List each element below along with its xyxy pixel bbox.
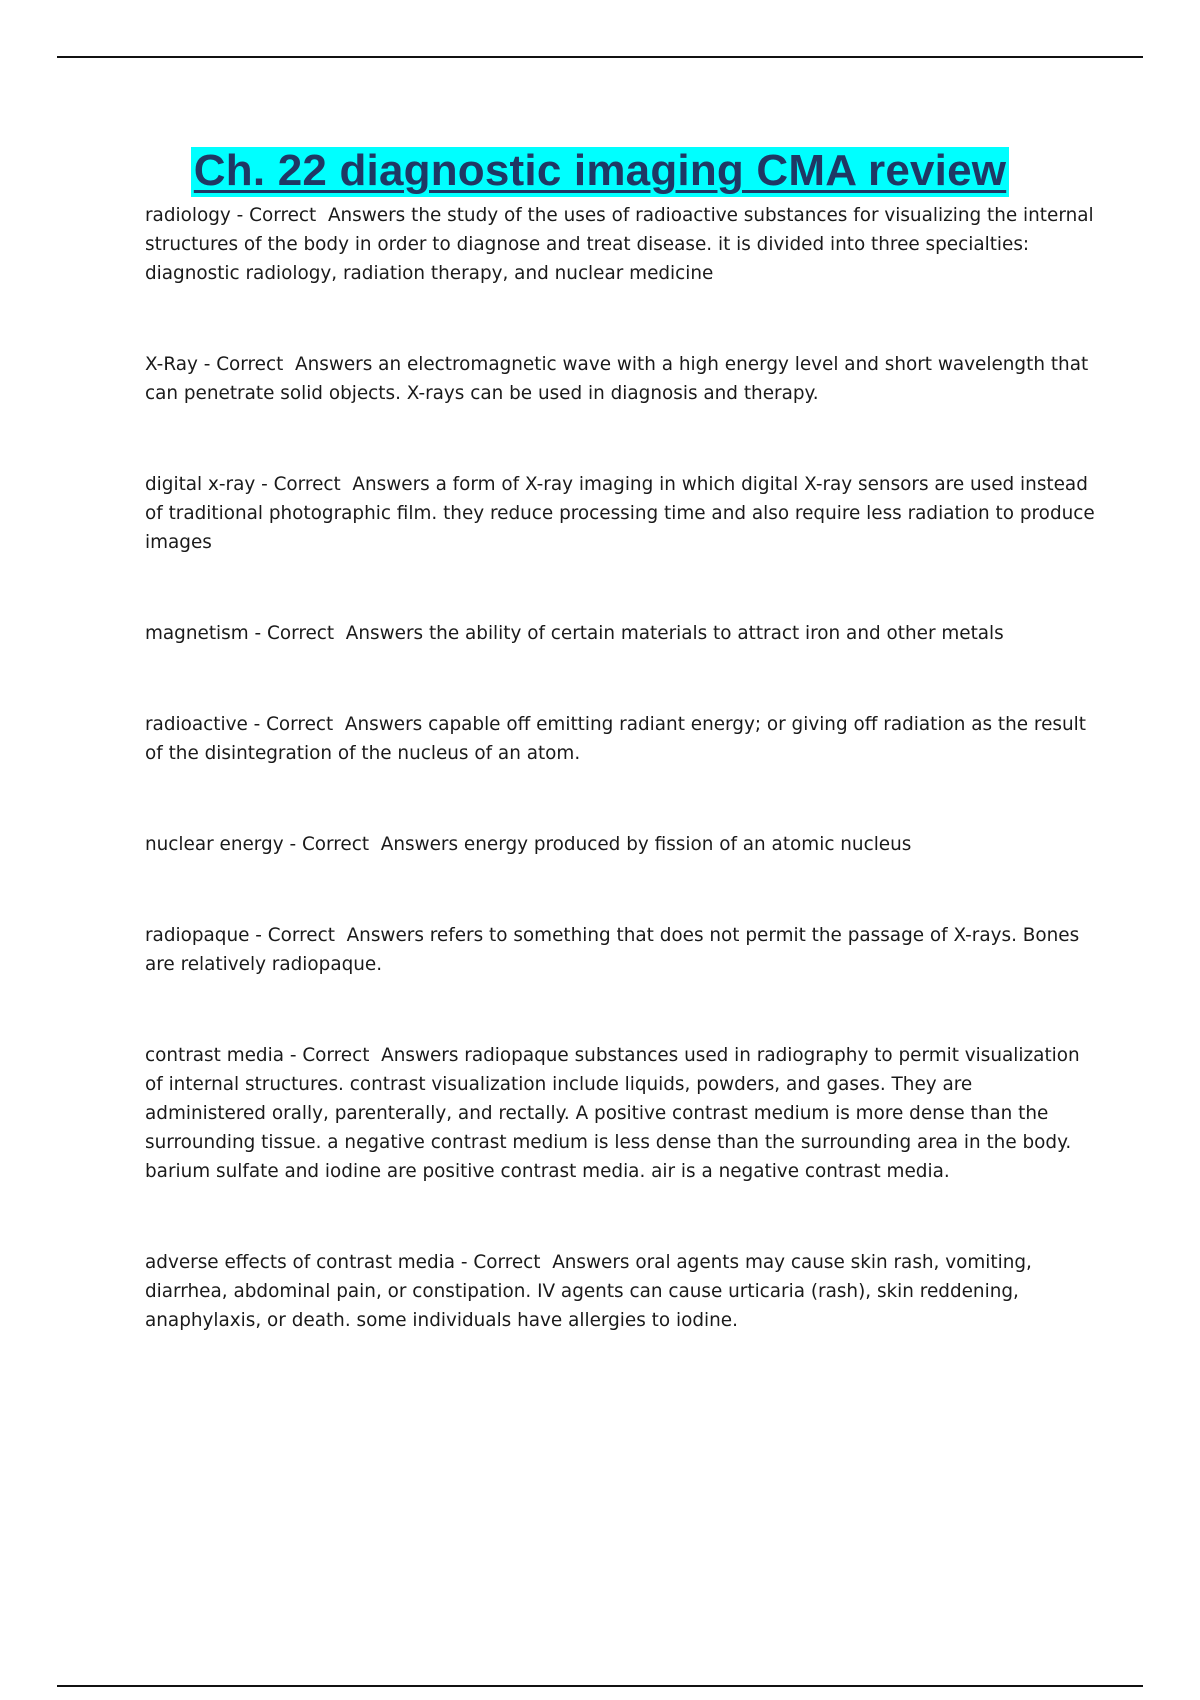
entry-definition: the ability of certain materials to attract iron and other metals [428,623,1004,644]
entry-separator: - [248,623,267,644]
entry-definition: energy produced by fission of an atomic nucleus [463,834,912,855]
qa-entry [145,619,1095,648]
entry-definition: the study of the uses of radioactive substances for visualizing the internal structures of the body in order to diagnose and treat disease. it is divided into three specialties: diagnostic radiology, radiation therapy, and nuclear medicine [145,205,1094,284]
qa-entry [145,1041,1095,1186]
page-title: Ch. 22 diagnostic imaging CMA review [191,147,1009,197]
entry-definition: oral agents may cause skin rash, vomiting, diarrhea, abdominal pain, or constipation. IV agents can cause urticaria (rash), skin reddening, anaphylaxis, or death. some individuals have allergies to iodine. [145,1252,1032,1331]
entry-separator: - [230,205,250,226]
entry-term: digital x-ray [145,474,256,495]
qa-entry [145,921,1095,979]
entry-verdict: Correct Answers [266,714,429,735]
entry-term: radioactive [145,714,248,735]
entry-verdict: Correct Answers [267,925,430,946]
entry-definition: an electromagnetic wave with a high energy level and short wavelength that can penetrate solid objects. X-rays can be used in diagnosis and therapy. [145,354,1089,404]
entry-separator: - [283,1045,303,1066]
entry-term: magnetism [145,623,249,644]
entry-term: X-Ray [145,354,198,375]
entry-verdict: Correct Answers [301,834,464,855]
entry-separator: - [247,714,267,735]
qa-entry [145,201,1095,288]
entry-term: contrast media [145,1045,284,1066]
entry-verdict: Correct Answers [302,1045,465,1066]
qa-entry [145,470,1095,557]
entry-verdict: Correct Answers [473,1252,636,1273]
entry-definition: a form of X-ray imaging in which digital X-ray sensors are used instead of traditional photographic film. they reduce processing time and also require less radiation to produce images [145,474,1095,553]
entry-separator: - [249,925,268,946]
entry-verdict: Correct Answers [266,623,429,644]
qa-entry [145,1248,1095,1335]
entry-verdict: Correct Answers [249,205,412,226]
entry-definition: radiopaque substances used in radiography to permit visualization of internal structures. contrast visualization include liquids, powders, and gases. They are administered orally, parenterally, and rectally. A positive contrast medium is more dense than the surrounding tissue. a negative contrast medium is less dense than the surrounding area in the body. barium sulfate and iodine are positive contrast media. air is a negative contrast media. [145,1045,1080,1182]
entry-separator: - [455,1252,474,1273]
entry-separator: - [255,474,274,495]
qa-entry [145,830,1095,859]
qa-entry [145,710,1095,768]
bottom-divider [57,1685,1143,1687]
entry-separator: - [283,834,302,855]
qa-entry [145,350,1095,408]
entry-term: radiopaque [145,925,250,946]
entry-definition: refers to something that does not permit the passage of X-rays. Bones are relatively radiopaque. [145,925,1080,975]
qa-list [145,201,1095,1397]
entry-definition: capable off emitting radiant energy; or giving off radiation as the result of the disintegration of the nucleus of an atom. [145,714,1086,764]
entry-term: adverse effects of contrast media [145,1252,456,1273]
entry-term: nuclear energy [145,834,284,855]
entry-separator: - [197,354,217,375]
entry-term: radiology [145,205,231,226]
entry-verdict: Correct Answers [216,354,379,375]
entry-verdict: Correct Answers [273,474,436,495]
top-divider [57,56,1143,58]
title-container [0,147,1200,197]
